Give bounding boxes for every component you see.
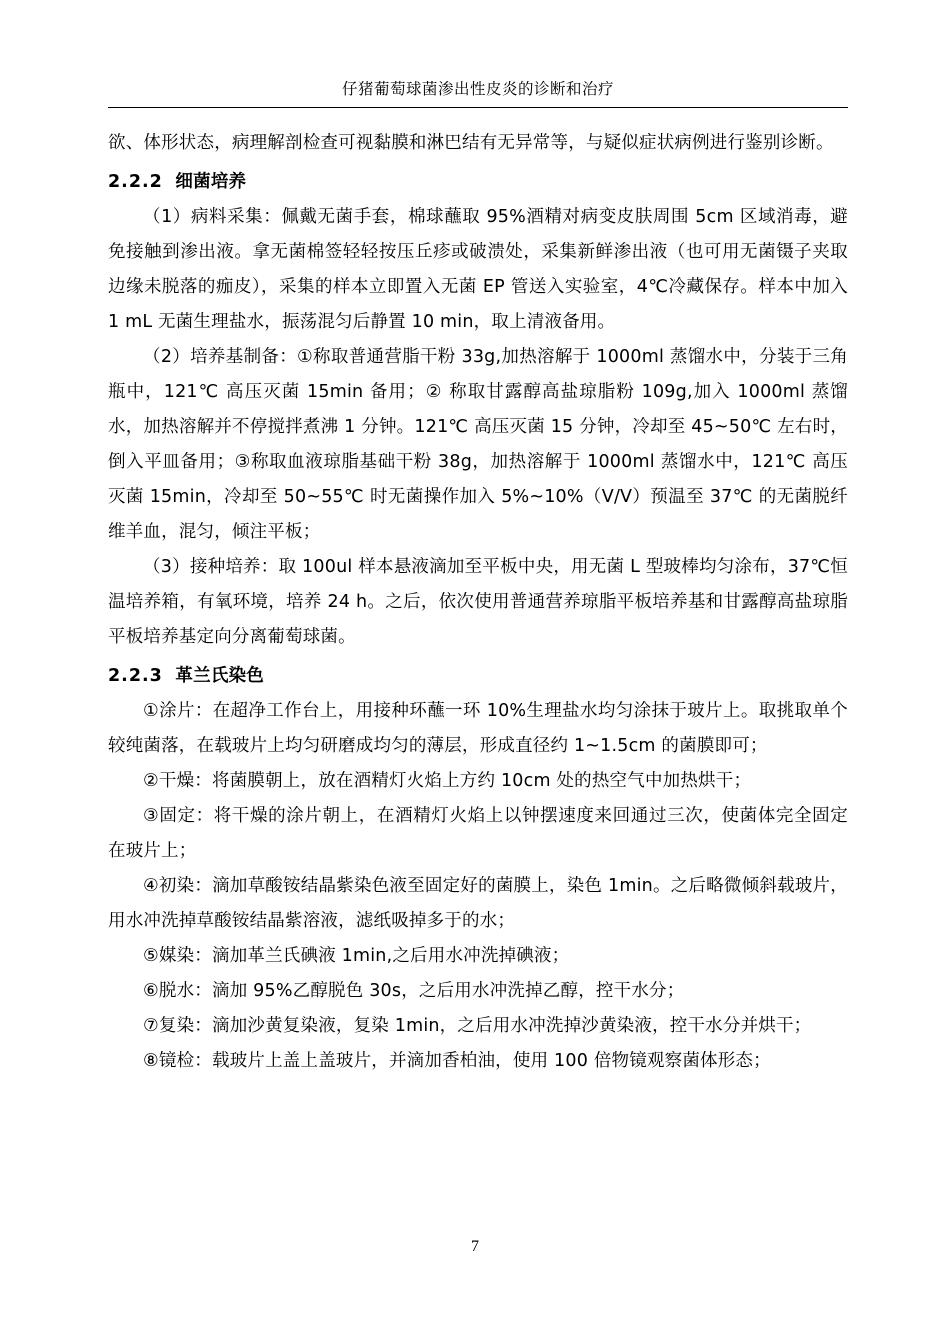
paragraph-drying: ②干燥：将菌膜朝上，放在酒精灯火焰上方约 10cm 处的热空气中加热烘干； bbox=[143, 771, 752, 792]
heading-bacterial-culture bbox=[108, 165, 848, 200]
heading-text: 细菌培养 bbox=[175, 172, 247, 193]
paragraph-medium-preparation: （2）培养基制备：①称取普通营脂干粉 33g,加热溶解于 1000ml 蒸馏水中，分装于三角瓶中，121℃ 高压灭菌 15min 备用；② 称取甘露醇高盐琼脂粉 109g,加入 1000ml 蒸馏水，加热溶解并不停搅拌煮沸 1 分钟。121℃ 高压灭菌 15 分钟，冷却至 45~50℃ 左右时，倒入平皿备用；③称取血液琼脂基础干粉 38g，加热溶解于 1000ml 蒸馏水中，121℃ 高压灭菌 15min，冷却至 50~55℃ 时无菌操作加入 5%~10%（V/V）预温至 37℃ 的无菌脱纤维羊血，混匀，倾注平板； bbox=[108, 347, 848, 543]
paragraph-primary-stain: ④初染：滴加草酸铵结晶紫染色液至固定好的菌膜上，染色 1min。之后略微倾斜载玻片，用水冲洗掉草酸铵结晶紫溶液，滤纸吸掉多于的水； bbox=[108, 876, 848, 932]
paragraph-continued-intro: 欲、体形状态，病理解剖检查可视黏膜和淋巴结有无异常等，与疑似症状病例进行鉴别诊断。 bbox=[108, 133, 834, 154]
heading-number: 2.2.2 bbox=[108, 172, 163, 193]
header-divider bbox=[108, 107, 848, 108]
running-header: 仔猪葡萄球菌渗出性皮炎的诊断和治疗 bbox=[341, 80, 614, 98]
heading-number: 2.2.3 bbox=[108, 666, 163, 687]
paragraph-sample-collection: （1）病料采集：佩戴无菌手套，棉球蘸取 95%酒精对病变皮肤周围 5cm 区域消毒，避免接触到渗出液。拿无菌棉签轻轻按压丘疹或破溃处，采集新鲜渗出液（也可用无菌镊子夹取边缘未脱落的痂皮），采集的样本立即置入无菌 EP 管送入实验室，4℃冷藏保存。样本中加入 1 mL 无菌生理盐水，振荡混匀后静置 10 min，取上清液备用。 bbox=[108, 207, 848, 333]
paragraph-smear: ①涂片：在超净工作台上，用接种环蘸一环 10%生理盐水均匀涂抹于玻片上。取挑取单个较纯菌落，在载玻片上均匀研磨成均匀的薄层，形成直径约 1~1.5cm 的菌膜即可； bbox=[108, 701, 848, 757]
page-content bbox=[108, 78, 848, 1079]
page-number: 7 bbox=[471, 1238, 479, 1255]
paragraph-inoculation-culture: （3）接种培养：取 100ul 样本悬液滴加至平板中央，用无菌 L 型玻棒均匀涂布，37℃恒温培养箱，有氧环境，培养 24 h。之后，依次使用普通营养琼脂平板培养基和甘露醇高盐琼脂平板培养基定向分离葡萄球菌。 bbox=[108, 557, 848, 648]
heading-gram-stain bbox=[108, 659, 848, 694]
paragraph-decolorize: ⑥脱水：滴加 95%乙醇脱色 30s，之后用水冲洗掉乙醇，控干水分； bbox=[143, 981, 685, 1002]
heading-text: 革兰氏染色 bbox=[175, 666, 264, 687]
paragraph-mordant: ⑤媒染：滴加革兰氏碘液 1min,之后用水冲洗掉碘液； bbox=[143, 946, 570, 967]
paragraph-microscopy: ⑧镜检：载玻片上盖上盖玻片，并滴加香柏油，使用 100 倍物镜观察菌体形态； bbox=[143, 1051, 771, 1072]
paragraph-fixing: ③固定：将干燥的涂片朝上，在酒精灯火焰上以钟摆速度来回通过三次，使菌体完全固定在玻片上； bbox=[108, 806, 848, 862]
paragraph-counterstain: ⑦复染：滴加沙黄复染液，复染 1min，之后用水冲洗掉沙黄染液，控干水分并烘干； bbox=[143, 1016, 812, 1037]
